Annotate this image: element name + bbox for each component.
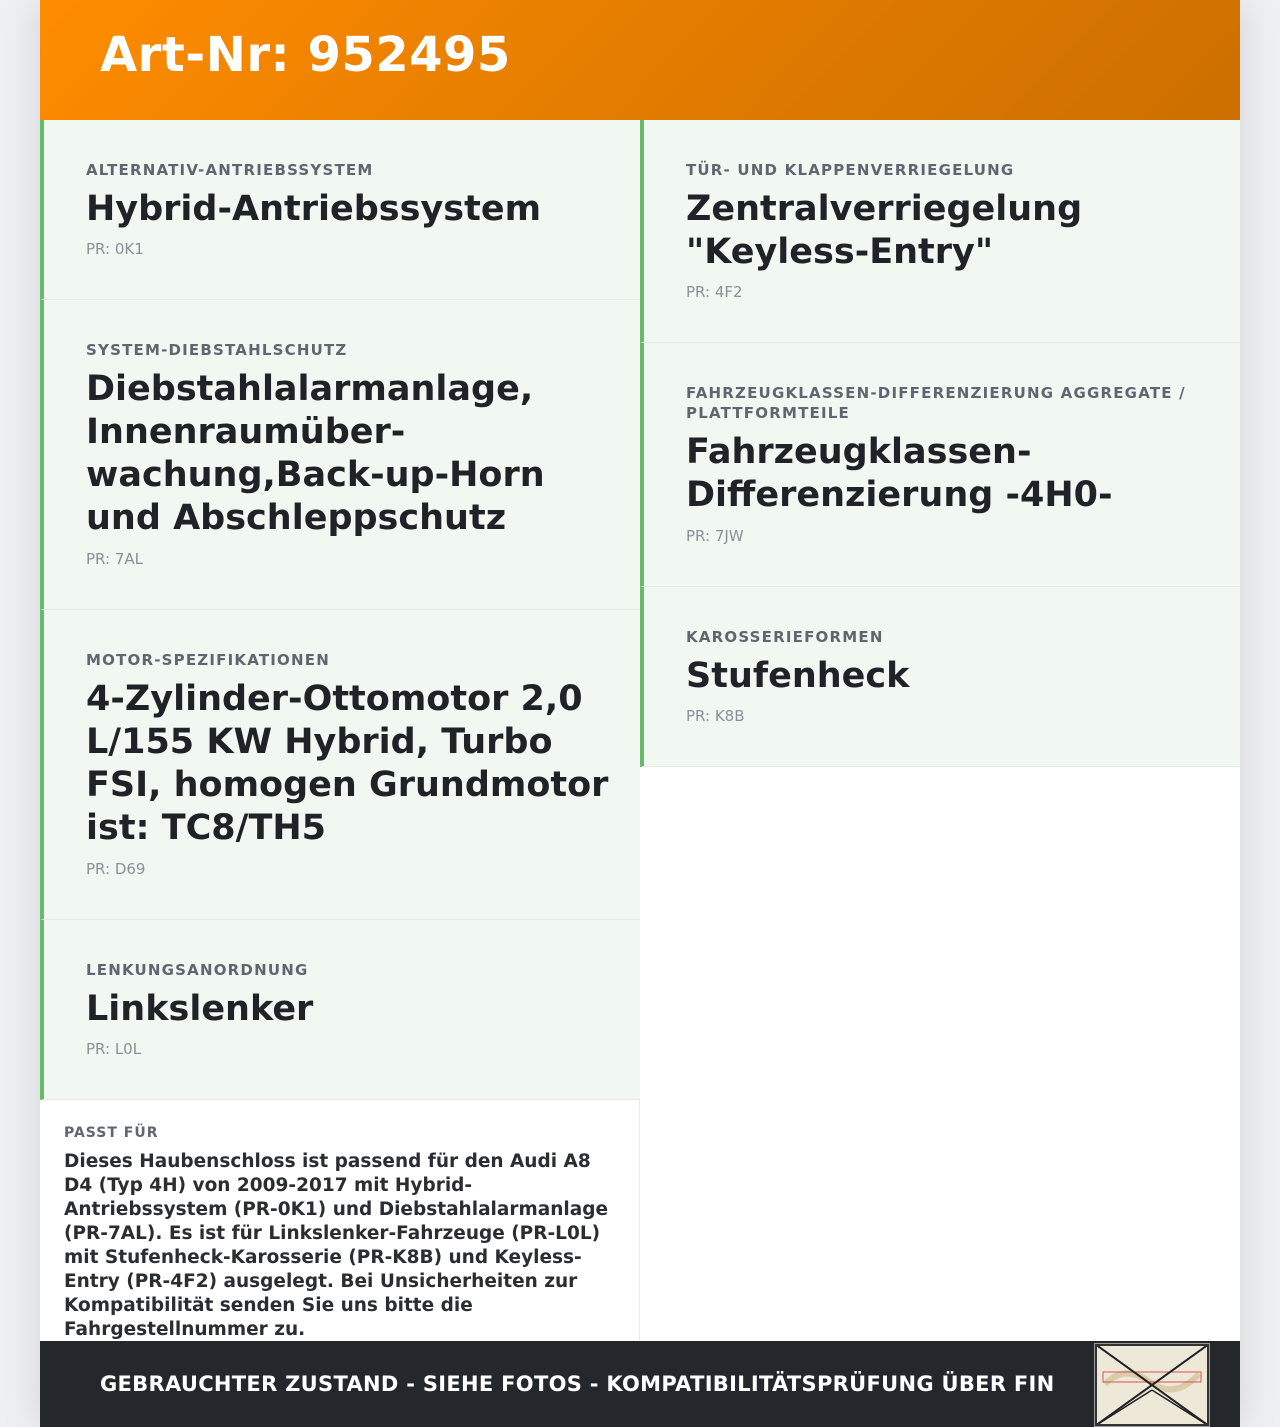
- article-number-title: Art-Nr: 952495: [100, 27, 511, 83]
- footer-banner: [40, 1341, 1240, 1427]
- spec-category: LENKUNGSANORDNUNG: [86, 961, 309, 979]
- spec-card-body: [640, 587, 1240, 767]
- spec-value: 4-Zylinder-Ottomotor 2,0 L/155 KW Hybrid, Turbo FSI, homogen Grundmotor ist: TC8/TH5: [86, 679, 609, 848]
- right-column: [640, 120, 1240, 767]
- spec-category: SYSTEM-DIEBSTAHLSCHUTZ: [86, 341, 348, 359]
- envelope-stamp-icon: [1094, 1343, 1210, 1427]
- spec-card-antitheft: [40, 300, 640, 610]
- spec-category: ALTERNATIV-ANTRIEBSSYSTEM: [86, 161, 374, 179]
- envelope-stamp-graphic: [1095, 1344, 1209, 1426]
- compatibility-text: Dieses Haubenschloss ist passend für den Audi A8 D4 (Typ 4H) von 2009-2017 mit Hybrid-Antriebssystem (PR-0K1) und Diebstahlalarmanlage (PR-7AL). Es ist für Linkslenker-Fahrzeuge (PR-L0L) mit Stufenheck-Karosserie (PR-K8B) und Keyless-Entry (PR-4F2) ausgelegt. Bei Unsicherheiten zur Kompatibilität senden Sie uns bitte die Fahrgestellnummer zu.: [64, 1151, 609, 1340]
- spec-category: KAROSSERIEFORMEN: [686, 628, 884, 646]
- spec-value: Stufenheck: [686, 656, 910, 696]
- compatibility-section: [40, 1100, 640, 1340]
- left-column: [40, 120, 640, 1100]
- spec-card-drive: [40, 120, 640, 300]
- spec-pr-code: PR: 7AL: [86, 550, 143, 568]
- spec-category: TÜR- UND KLAPPENVERRIEGELUNG: [686, 161, 1015, 179]
- compatibility-label: PASST FÜR: [64, 1125, 159, 1141]
- spec-pr-code: PR: 4F2: [686, 283, 743, 301]
- spec-card-locking: [640, 120, 1240, 343]
- spec-value: Linkslenker: [86, 989, 314, 1029]
- spec-value: Fahrzeugklassen-Differenzierung -4H0-: [686, 432, 1113, 515]
- spec-card-steering: [40, 920, 640, 1100]
- spec-card-engine: [40, 610, 640, 920]
- spec-category: MOTOR-SPEZIFIKATIONEN: [86, 651, 330, 669]
- footer-notice: GEBRAUCHTER ZUSTAND - SIEHE FOTOS - KOMPATIBILITÄTSPRÜFUNG ÜBER FIN: [100, 1372, 1055, 1396]
- spec-value: Diebstahlalarmanlage, Innenraumüberwachung,Back-up-Horn und Abschleppschutz: [86, 369, 545, 538]
- spec-value: Zentralverriegelung "Keyless-Entry": [686, 189, 1083, 272]
- spec-category: FAHRZEUGKLASSEN-DIFFERENZIERUNG AGGREGATE / PLATTFORMTEILE: [686, 384, 1186, 422]
- spec-pr-code: PR: 0K1: [86, 240, 144, 258]
- header-banner: [40, 0, 1240, 120]
- spec-pr-code: PR: D69: [86, 860, 146, 878]
- page: [40, 0, 1240, 1427]
- spec-pr-code: PR: 7JW: [686, 527, 744, 545]
- spec-pr-code: PR: L0L: [86, 1040, 142, 1058]
- spec-card-vehicle-class: [640, 343, 1240, 587]
- spec-pr-code: PR: K8B: [686, 707, 745, 725]
- spec-value: Hybrid-Antriebssystem: [86, 189, 542, 229]
